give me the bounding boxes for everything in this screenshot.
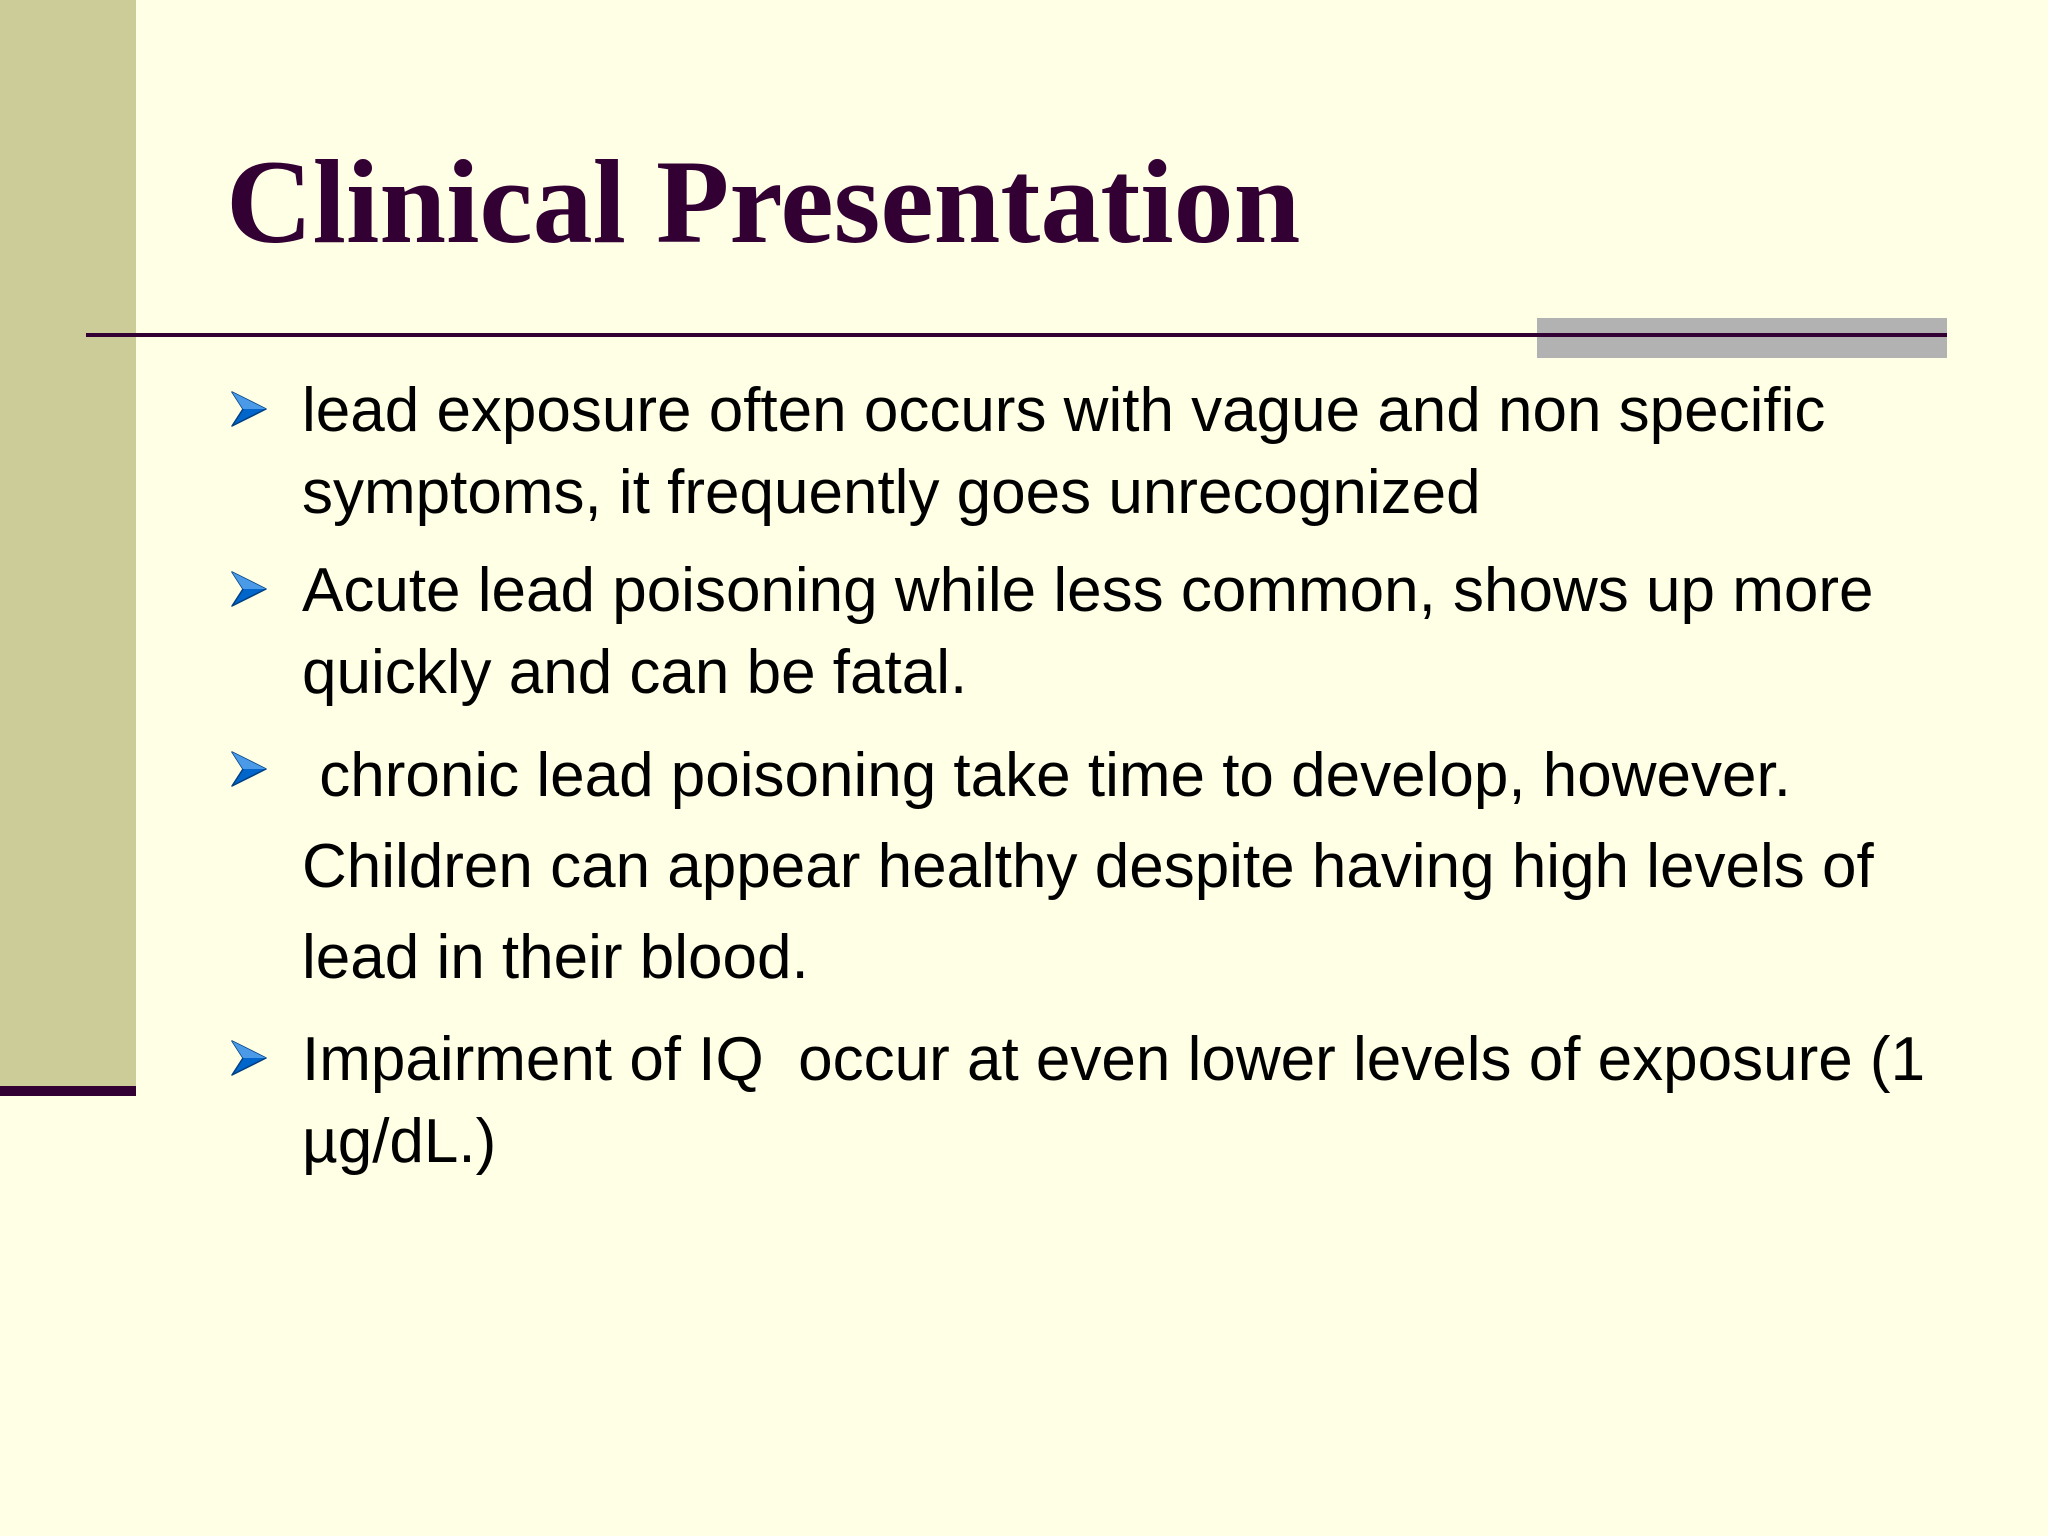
slide-title: Clinical Presentation bbox=[226, 135, 1301, 268]
arrow-right-icon bbox=[228, 568, 270, 610]
bullet-item bbox=[226, 1019, 1986, 1183]
bullet-item bbox=[226, 730, 1986, 1003]
bullet-text: lead exposure often occurs with vague and non specific symptoms, it frequently goes unrecognized bbox=[302, 376, 1843, 527]
arrow-right-icon bbox=[228, 748, 270, 790]
title-rule bbox=[86, 333, 1947, 337]
left-accent-underline bbox=[0, 1086, 136, 1096]
bullet-text: Acute lead poisoning while less common, shows up more quickly and can be fatal. bbox=[302, 556, 1891, 707]
arrow-right-icon bbox=[228, 388, 270, 430]
bullet-text: Impairment of IQ occur at even lower levels of exposure (1 µg/dL.) bbox=[302, 1025, 1943, 1176]
bullet-text: chronic lead poisoning take time to develop, however. Children can appear healthy despite having high levels of lead in their blood. bbox=[302, 741, 1891, 992]
bullet-item bbox=[226, 370, 1986, 534]
title-rule-accent bbox=[1537, 318, 1947, 358]
bullet-item bbox=[226, 550, 1986, 714]
bullet-list bbox=[226, 370, 1986, 1199]
arrow-right-icon bbox=[228, 1037, 270, 1079]
left-accent-bar bbox=[0, 0, 136, 1086]
